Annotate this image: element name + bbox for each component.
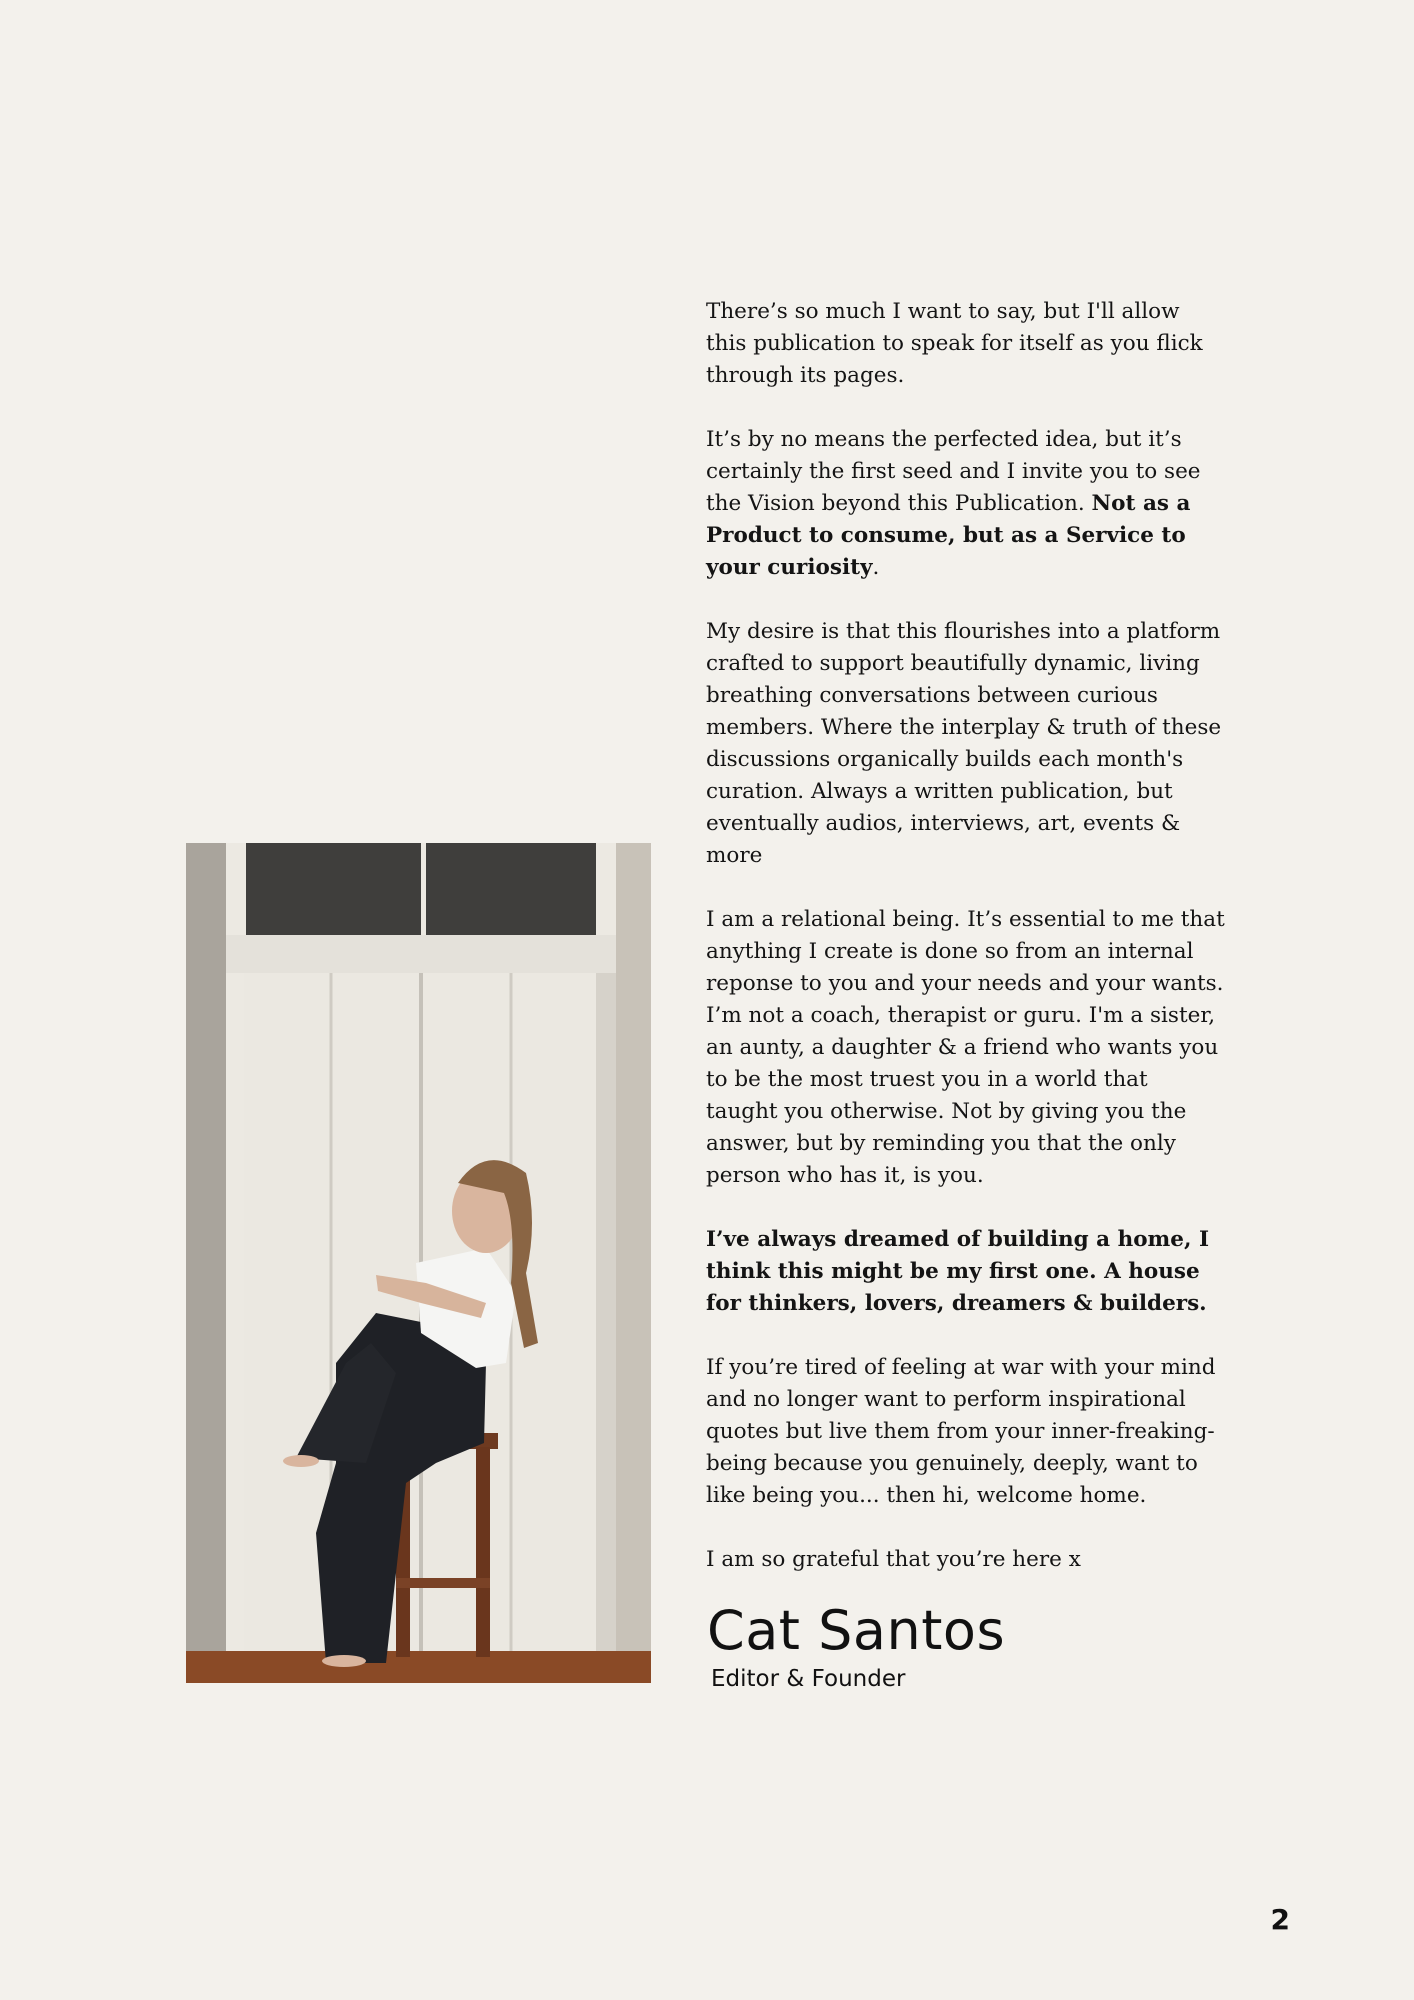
article-body bbox=[706, 296, 1226, 1608]
paragraph-end: . bbox=[872, 555, 880, 580]
author-name: Cat Santos bbox=[707, 1599, 1006, 1662]
paragraph bbox=[706, 424, 1226, 584]
paragraph: If you’re tired of feeling at war with your mind and no longer want to perform inspirational quotes but live them from your inner-freaking-being because you genuinely, deeply, want to like being you... then hi, welcome home. bbox=[706, 1355, 1216, 1508]
paragraph-bold bbox=[706, 1224, 1226, 1320]
paragraph: I am so grateful that you’re here x bbox=[706, 1547, 1081, 1572]
page-number: 2 bbox=[1270, 1903, 1290, 1936]
signature-block bbox=[707, 1598, 1005, 1694]
paragraph-emphasis: Not as a Product to consume, but as a Service to your curiosity bbox=[706, 491, 1191, 580]
paragraph-text: It’s by no means the perfected idea, but it’s certainly the first seed and I invite you to see the Vision beyond this Publication. bbox=[706, 427, 1201, 516]
author-role: Editor & Founder bbox=[711, 1666, 906, 1692]
paragraph-emphasis: I’ve always dreamed of building a home, I think this might be my first one. A house for thinkers, lovers, dreamers & builders. bbox=[706, 1227, 1210, 1316]
paragraph: My desire is that this flourishes into a platform crafted to support beautifully dynamic, living breathing conversations between curious members. Where the interplay & truth of these discussions organically builds each month's curation. Always a written publication, but eventually audios, interviews, art, events & more bbox=[706, 619, 1222, 868]
paragraph: I am a relational being. It’s essential to me that anything I create is done so from an internal reponse to you and your needs and your wants. I’m not a coach, therapist or guru. I'm a sister, an aunty, a daughter & a friend who wants you to be the most truest you in a world that taught you otherwise. Not by giving you the answer, but by reminding you that the only person who has it, is you. bbox=[706, 907, 1225, 1188]
portrait-photo bbox=[186, 843, 651, 1683]
paragraph: There’s so much I want to say, but I'll allow this publication to speak for itself as you flick through its pages. bbox=[706, 299, 1203, 388]
